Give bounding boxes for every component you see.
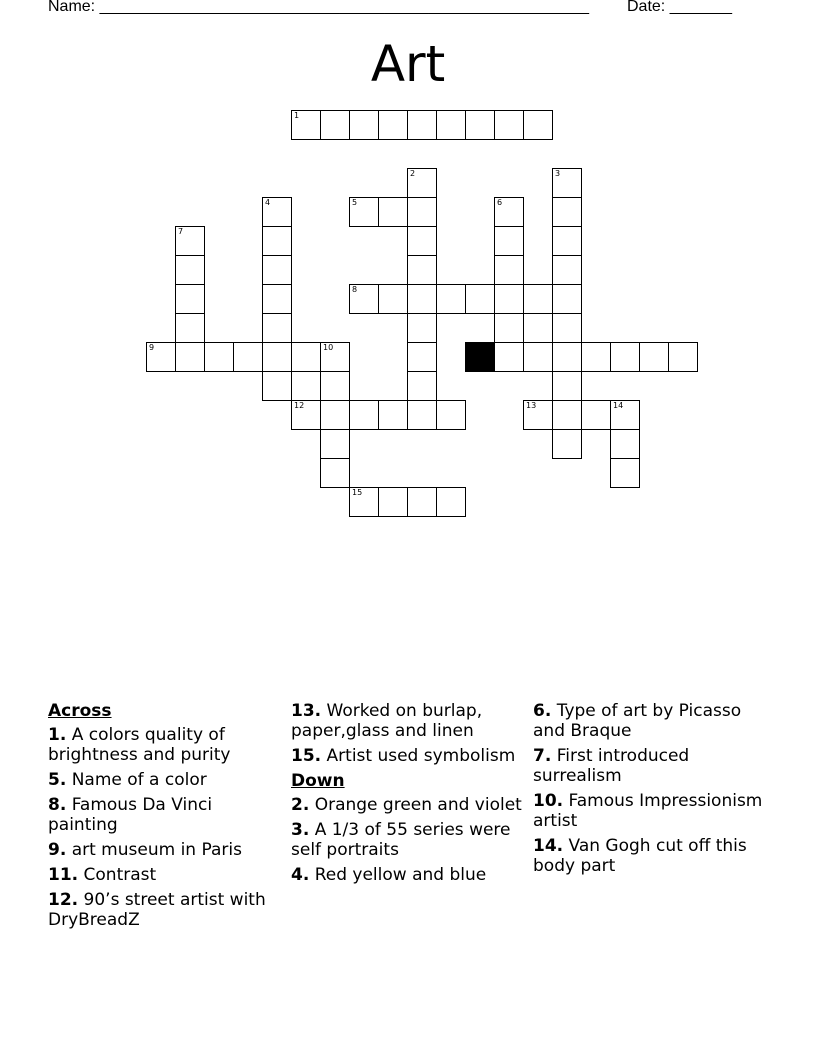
clue-down-7 — [533, 746, 765, 786]
grid-cell[interactable] — [436, 400, 466, 430]
grid-cell[interactable] — [262, 255, 292, 285]
grid-cell[interactable] — [204, 342, 234, 372]
grid-cell[interactable] — [291, 110, 321, 140]
clue-text: Van Gogh cut off this body part — [533, 836, 747, 876]
grid-cell[interactable] — [407, 284, 437, 314]
grid-cell[interactable] — [610, 342, 640, 372]
cell-number: 5 — [352, 198, 358, 207]
grid-cell[interactable] — [262, 371, 292, 401]
clue-across-15 — [291, 746, 523, 766]
clue-across-5 — [48, 770, 280, 790]
clue-number: 13. — [291, 701, 322, 721]
grid-cell[interactable] — [494, 313, 524, 343]
grid-cell[interactable] — [407, 371, 437, 401]
cell-number: 15 — [352, 488, 363, 497]
grid-cell[interactable] — [523, 110, 553, 140]
clue-column-2 — [291, 701, 523, 890]
grid-cell[interactable] — [349, 197, 379, 227]
grid-cell[interactable] — [552, 313, 582, 343]
grid-cell[interactable] — [668, 342, 698, 372]
grid-cell[interactable] — [494, 284, 524, 314]
grid-cell[interactable] — [320, 110, 350, 140]
cell-number: 2 — [410, 169, 416, 178]
clue-number: 15. — [291, 746, 322, 766]
clue-text: Type of art by Picasso and Braque — [533, 701, 742, 741]
clue-number: 8. — [48, 795, 67, 815]
grid-cell[interactable] — [378, 400, 408, 430]
cell-number: 3 — [555, 169, 561, 178]
grid-cell[interactable] — [175, 255, 205, 285]
grid-cell[interactable] — [552, 197, 582, 227]
grid-cell[interactable] — [610, 429, 640, 459]
grid-cell[interactable] — [320, 429, 350, 459]
grid-cell[interactable] — [407, 487, 437, 517]
clue-text: Contrast — [83, 865, 157, 885]
grid-cell[interactable] — [349, 487, 379, 517]
grid-cell[interactable] — [407, 168, 437, 198]
grid-cell[interactable] — [581, 342, 611, 372]
down-heading: Down — [291, 771, 345, 791]
cell-number: 4 — [265, 198, 271, 207]
clue-text: Red yellow and blue — [314, 865, 487, 885]
clue-number: 5. — [48, 770, 67, 790]
grid-cell[interactable] — [175, 342, 205, 372]
page-title: Art — [370, 35, 446, 93]
grid-cell[interactable] — [436, 487, 466, 517]
grid-cell[interactable] — [407, 226, 437, 256]
clue-across-1 — [48, 725, 280, 765]
grid-cell[interactable] — [552, 342, 582, 372]
grid-cell[interactable] — [320, 342, 350, 372]
grid-cell[interactable] — [552, 371, 582, 401]
cell-number: 9 — [149, 343, 155, 352]
grid-cell[interactable] — [581, 400, 611, 430]
grid-cell[interactable] — [610, 458, 640, 488]
cell-number: 1 — [294, 111, 300, 120]
grid-cell[interactable] — [523, 342, 553, 372]
grid-cell[interactable] — [407, 342, 437, 372]
grid-cell[interactable] — [407, 110, 437, 140]
clue-down-4 — [291, 865, 523, 885]
grid-cell[interactable] — [407, 400, 437, 430]
clue-down-3 — [291, 820, 523, 860]
grid-cell[interactable] — [291, 400, 321, 430]
cell-number: 8 — [352, 285, 358, 294]
clue-text: First introduced surrealism — [533, 746, 690, 786]
grid-cell[interactable] — [407, 313, 437, 343]
clue-text: Artist used symbolism — [326, 746, 516, 766]
grid-cell[interactable] — [175, 313, 205, 343]
grid-cell[interactable] — [378, 487, 408, 517]
cell-number: 6 — [497, 198, 503, 207]
clue-number: 4. — [291, 865, 310, 885]
grid-cell[interactable] — [349, 400, 379, 430]
clue-number: 12. — [48, 890, 79, 910]
black-square — [465, 342, 495, 372]
grid-cell[interactable] — [349, 110, 379, 140]
clue-number: 1. — [48, 725, 67, 745]
grid-cell[interactable] — [378, 110, 408, 140]
grid-cell[interactable] — [639, 342, 669, 372]
grid-cell[interactable] — [465, 284, 495, 314]
grid-cell[interactable] — [349, 284, 379, 314]
clue-text: Worked on burlap, paper,glass and linen — [291, 701, 483, 741]
clue-number: 3. — [291, 820, 310, 840]
name-field-line: Name: _______________________________________________________ — [48, 0, 589, 15]
grid-cell[interactable] — [494, 226, 524, 256]
clue-column-1 — [48, 701, 280, 935]
clue-across-13 — [291, 701, 523, 741]
grid-cell[interactable] — [552, 429, 582, 459]
grid-cell[interactable] — [494, 255, 524, 285]
clue-across-12 — [48, 890, 280, 930]
date-field-line: Date: _______ — [627, 0, 732, 15]
grid-cell[interactable] — [378, 197, 408, 227]
cell-number: 10 — [323, 343, 334, 352]
grid-cell[interactable] — [262, 197, 292, 227]
clue-column-3 — [533, 701, 765, 881]
clue-text: A 1/3 of 55 series were self portraits — [291, 820, 511, 860]
cell-number: 7 — [178, 227, 184, 236]
grid-cell[interactable] — [175, 284, 205, 314]
grid-cell[interactable] — [262, 342, 292, 372]
grid-cell[interactable] — [552, 255, 582, 285]
grid-cell[interactable] — [262, 284, 292, 314]
grid-cell[interactable] — [233, 342, 263, 372]
clue-down-10 — [533, 791, 765, 831]
grid-cell[interactable] — [494, 342, 524, 372]
clue-number: 6. — [533, 701, 552, 721]
grid-cell[interactable] — [291, 342, 321, 372]
grid-cell[interactable] — [407, 197, 437, 227]
clue-across-9 — [48, 840, 280, 860]
clue-text: Name of a color — [71, 770, 207, 790]
clue-text: art museum in Paris — [71, 840, 242, 860]
cell-number: 13 — [526, 401, 537, 410]
clue-text: Famous Da Vinci painting — [48, 795, 213, 835]
clue-number: 9. — [48, 840, 67, 860]
grid-cell[interactable] — [610, 400, 640, 430]
clue-text: Orange green and violet — [314, 795, 522, 815]
clue-text: Famous Impressionism artist — [533, 791, 763, 831]
grid-cell[interactable] — [320, 458, 350, 488]
grid-cell[interactable] — [523, 400, 553, 430]
grid-cell[interactable] — [552, 226, 582, 256]
cell-number: 14 — [613, 401, 624, 410]
clue-number: 7. — [533, 746, 552, 766]
grid-cell[interactable] — [436, 284, 466, 314]
clue-number: 2. — [291, 795, 310, 815]
grid-cell[interactable] — [523, 284, 553, 314]
clue-down-2 — [291, 795, 523, 815]
grid-cell[interactable] — [320, 371, 350, 401]
clue-across-11 — [48, 865, 280, 885]
grid-cell[interactable] — [378, 284, 408, 314]
clue-text: 90’s street artist with DryBreadZ — [48, 890, 266, 930]
clue-number: 14. — [533, 836, 564, 856]
clue-text: A colors quality of brightness and purity — [48, 725, 231, 765]
grid-cell[interactable] — [494, 197, 524, 227]
across-heading: Across — [48, 701, 112, 721]
grid-cell[interactable] — [552, 168, 582, 198]
clue-number: 11. — [48, 865, 79, 885]
clue-down-6 — [533, 701, 765, 741]
grid-cell[interactable] — [552, 284, 582, 314]
cell-number: 11 — [468, 343, 479, 352]
grid-cell[interactable] — [320, 400, 350, 430]
grid-cell[interactable] — [262, 226, 292, 256]
grid-cell[interactable] — [436, 110, 466, 140]
clue-across-8 — [48, 795, 280, 835]
grid-cell[interactable] — [175, 226, 205, 256]
clue-number: 10. — [533, 791, 564, 811]
cell-number: 12 — [294, 401, 305, 410]
grid-cell[interactable] — [465, 110, 495, 140]
clue-down-14 — [533, 836, 765, 876]
grid-cell[interactable] — [146, 342, 176, 372]
grid-cell[interactable] — [262, 313, 292, 343]
grid-cell[interactable] — [494, 110, 524, 140]
grid-cell[interactable] — [407, 255, 437, 285]
grid-cell[interactable] — [552, 400, 582, 430]
